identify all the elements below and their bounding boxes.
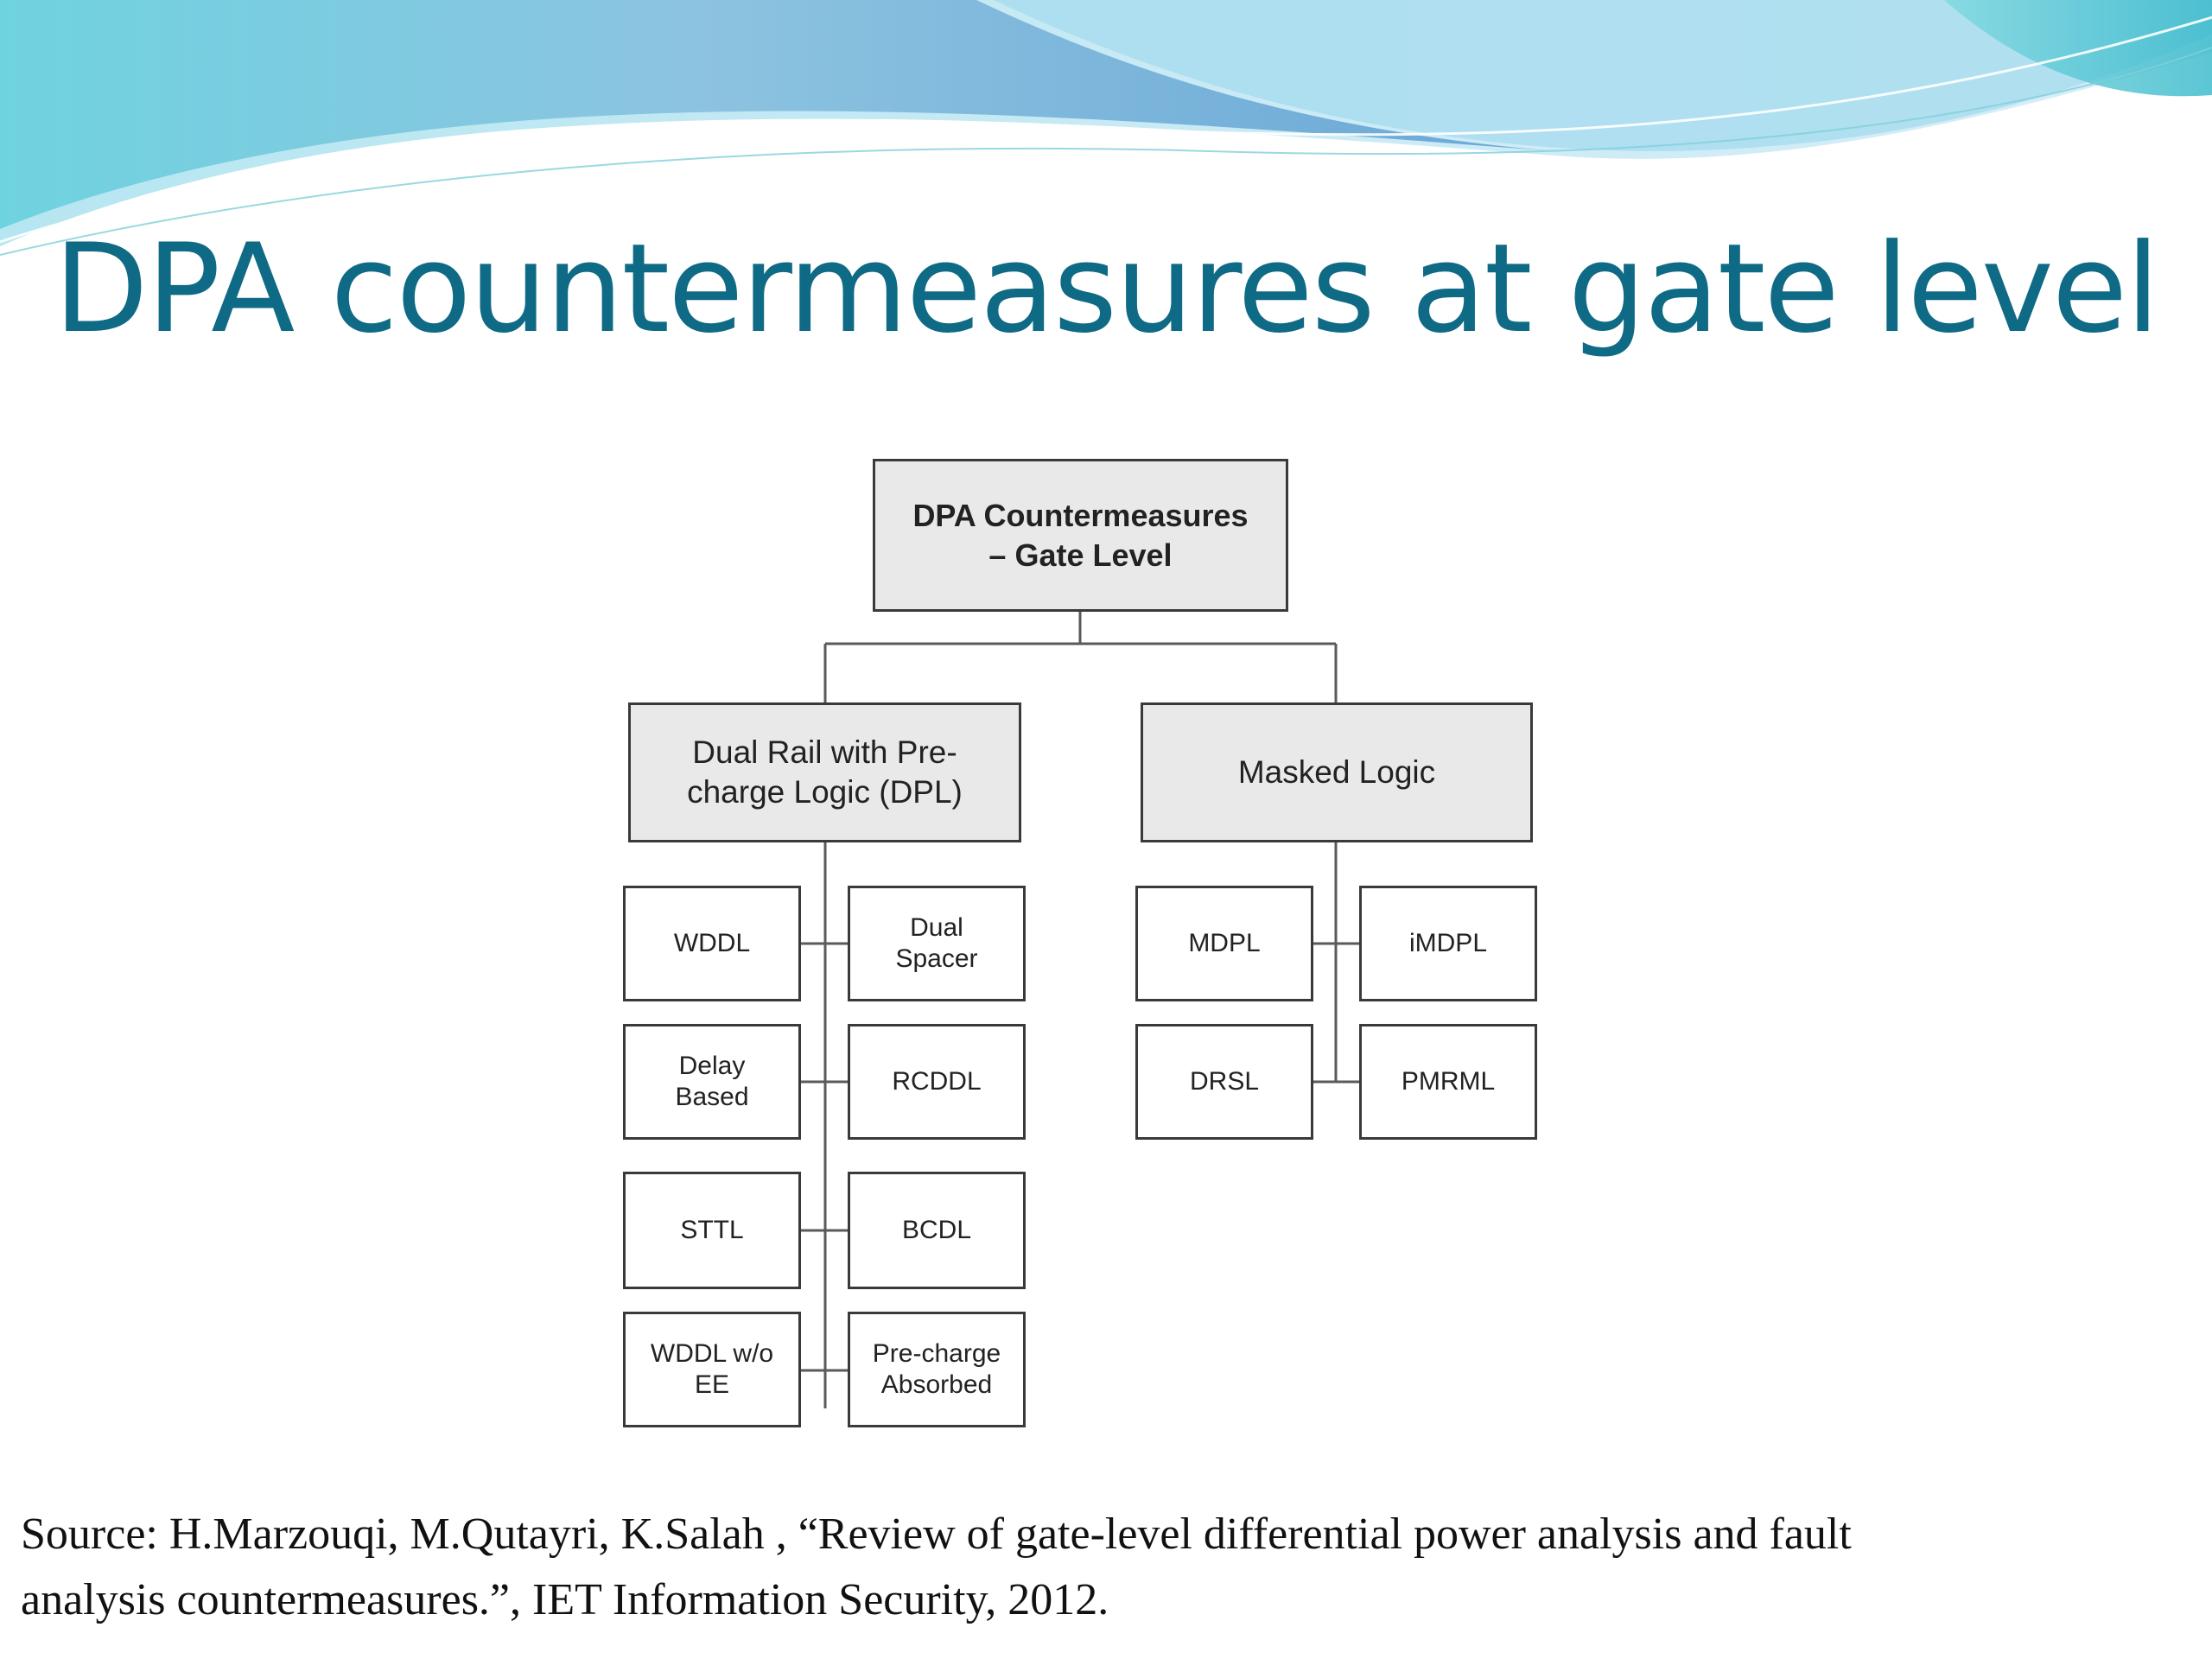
- leaf-node-label: Delay Based: [675, 1052, 749, 1111]
- branch-node-dpl-label: Dual Rail with Pre- charge Logic (DPL): [687, 734, 963, 810]
- leaf-node-label: STTL: [680, 1216, 744, 1244]
- leaf-node-rcddl: [848, 1024, 1026, 1140]
- branch-node-masked-logic: [1141, 702, 1533, 842]
- leaf-node-sttl: [623, 1172, 801, 1289]
- leaf-node-dual-spacer: [848, 886, 1026, 1001]
- root-node-label: DPA Countermeasures – Gate Level: [912, 497, 1249, 573]
- leaf-node-label: iMDPL: [1408, 929, 1487, 957]
- leaf-node-pmrml: [1359, 1024, 1537, 1140]
- leaf-node-drsl: [1135, 1024, 1313, 1140]
- leaf-node-label: DRSL: [1189, 1067, 1260, 1096]
- source-citation-line-2: analysis countermeasures.”, IET Information Security, 2012.: [21, 1575, 1109, 1624]
- slide-title: DPA countermeasures at gate level: [54, 218, 2158, 360]
- leaf-node-bcdl: [848, 1172, 1026, 1289]
- leaf-node-label: BCDL: [901, 1216, 972, 1244]
- leaf-node-label: WDDL w/o EE: [650, 1339, 774, 1399]
- leaf-node-label: Dual Spacer: [895, 913, 978, 973]
- source-citation: [21, 1502, 2198, 1633]
- leaf-node-delay-based: [623, 1024, 801, 1140]
- leaf-node-imdpl: [1359, 886, 1537, 1001]
- leaf-node-wddl-wo-ee: [623, 1312, 801, 1427]
- leaf-node-label: MDPL: [1188, 929, 1261, 957]
- leaf-node-label: RCDDL: [892, 1067, 982, 1096]
- branch-node-dpl: [628, 702, 1021, 842]
- source-citation-line-1: Source: H.Marzouqi, M.Qutayri, K.Salah , “Review of gate-level differential power analysis and fault: [21, 1510, 1852, 1559]
- root-node: [873, 459, 1288, 612]
- branch-node-masked-logic-label: Masked Logic: [1237, 754, 1436, 790]
- leaf-node-pre-charge-absorbed: [848, 1312, 1026, 1427]
- leaf-node-label: WDDL: [673, 929, 751, 957]
- leaf-node-mdpl: [1135, 886, 1313, 1001]
- leaf-node-label: PMRML: [1401, 1067, 1496, 1096]
- leaf-node-wddl: [623, 886, 801, 1001]
- leaf-node-label: Pre-charge Absorbed: [872, 1339, 1001, 1399]
